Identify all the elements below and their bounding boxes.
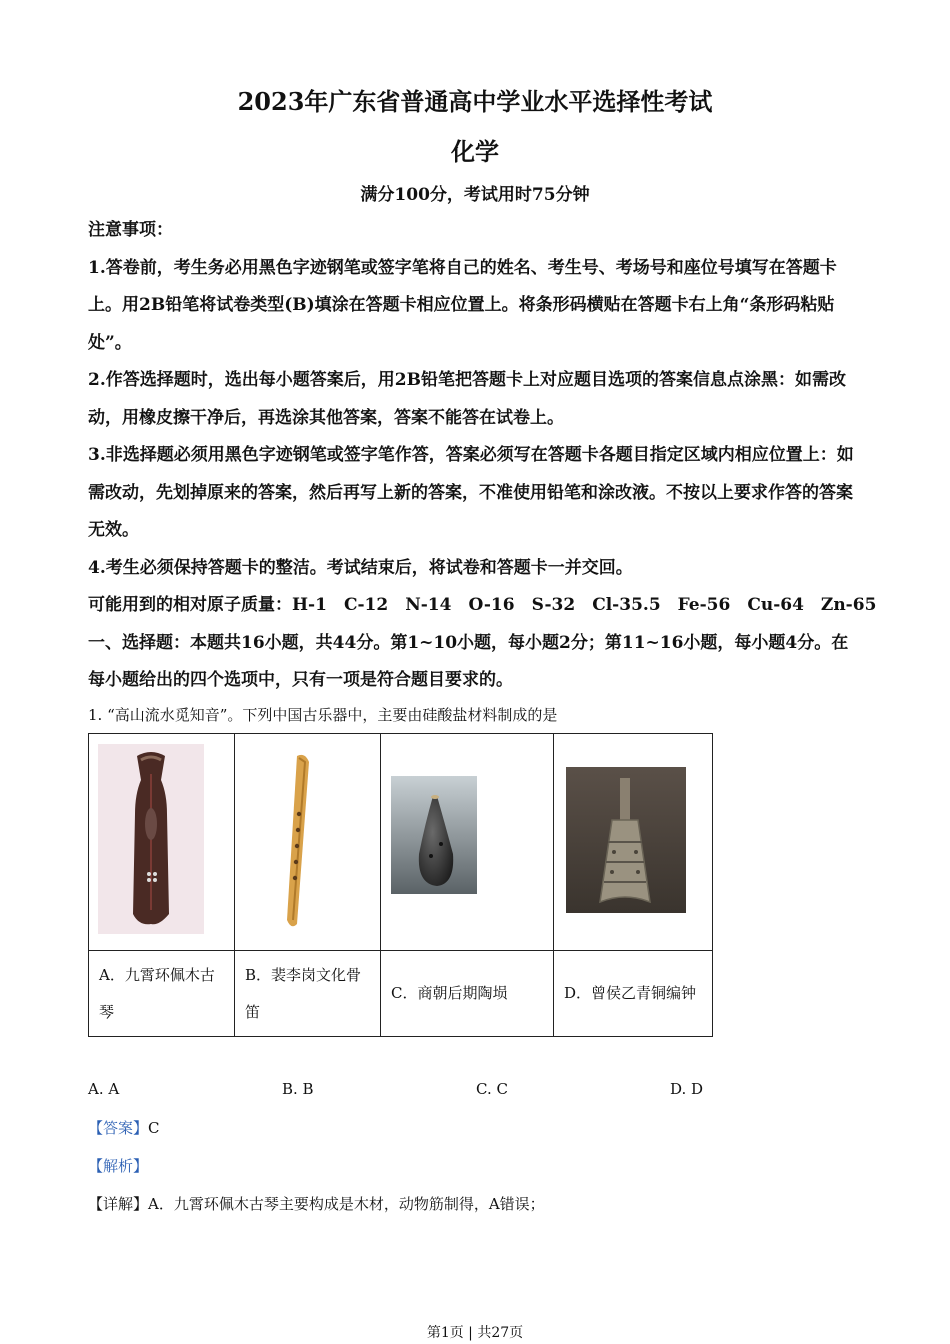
bronze-bell-image [554, 734, 713, 946]
option-a-image-cell [89, 734, 235, 951]
bone-flute-image [235, 734, 381, 946]
choice-d: D. D [670, 1080, 704, 1098]
option-d-label: D．曾侯乙青铜编钟 [554, 951, 713, 1037]
choice-b: B. B [282, 1080, 314, 1098]
option-a-label: A．九霄环佩木古琴 [89, 951, 235, 1037]
guqin-image [89, 734, 235, 946]
detail-text: A．九霄环佩木古琴主要构成是木材，动物筋制得，A错误； [148, 1195, 545, 1213]
analysis-tag: 【解析】 [88, 1157, 149, 1175]
score-time: 满分100分，考试用时75分钟 [360, 185, 590, 205]
page-footer: 第1页 | 共27页 [426, 1325, 524, 1341]
option-b-image-cell [235, 734, 381, 951]
analysis-line [88, 1155, 148, 1176]
detail-tag: 【详解】 [88, 1195, 149, 1213]
option-c-image-cell [381, 734, 554, 951]
option-b-label: B．裴李岗文化骨笛 [235, 951, 381, 1037]
subject-title: 化学 [451, 137, 499, 166]
option-d-image-cell [554, 734, 713, 951]
notes-heading: 注意事项： [88, 220, 173, 240]
choice-a: A. A [88, 1080, 120, 1098]
answer-tag: 【答案】 [88, 1119, 149, 1137]
question-1-stem: 1. “高山流水觅知音”。下列中国古乐器中，主要由硅酸盐材料制成的是 [88, 706, 558, 724]
note-item-4: 4.考生必须保持答题卡的整洁。考试结束后，将试卷和答题卡一并交回。 [88, 557, 633, 578]
answer-value: C [148, 1119, 160, 1137]
options-table [88, 733, 713, 1037]
option-c-label: C．商朝后期陶埙 [381, 951, 554, 1037]
note-item-1: 1.答卷前，考生务必用黑色字迹钢笔或签字笔将自己的姓名、考生号、考场号和座位号填写在答题卡上。用2B铅笔将试卷类型(B)填涂在答题卡相应位置上。将条形码横贴在答题卡右上角“条形码粘贴处”。 [88, 257, 837, 353]
exam-title: 2023年广东省普通高中学业水平选择性考试 [237, 87, 713, 116]
pottery-xun-image [381, 734, 554, 946]
detail-line [88, 1193, 545, 1214]
answer-line [88, 1117, 160, 1138]
note-item-3: 3.非选择题必须用黑色字迹钢笔或签字笔作答，答案必须写在答题卡各题目指定区域内相应位置上：如需改动，先划掉原来的答案，然后再写上新的答案，不准使用铅笔和涂改液。不按以上要求作答的答案无效。 [88, 445, 854, 540]
section-heading: 一、选择题：本题共16小题，共44分。第1~10小题，每小题2分；第11~16小题，每小题4分。在每小题给出的四个选项中，只有一项是符合题目要求的。 [88, 632, 849, 690]
atomic-masses: 可能用到的相对原子质量：H-1 C-12 N-14 O-16 S-32 Cl-35.5 Fe-56 Cu-64 Zn-65 [88, 595, 877, 615]
note-item-2: 2.作答选择题时，选出每小题答案后，用2B铅笔把答题卡上对应题目选项的答案信息点涂黑：如需改动，用橡皮擦干净后，再选涂其他答案，答案不能答在试卷上。 [88, 370, 846, 428]
choice-c: C. C [476, 1080, 508, 1098]
notes-section [88, 212, 877, 700]
